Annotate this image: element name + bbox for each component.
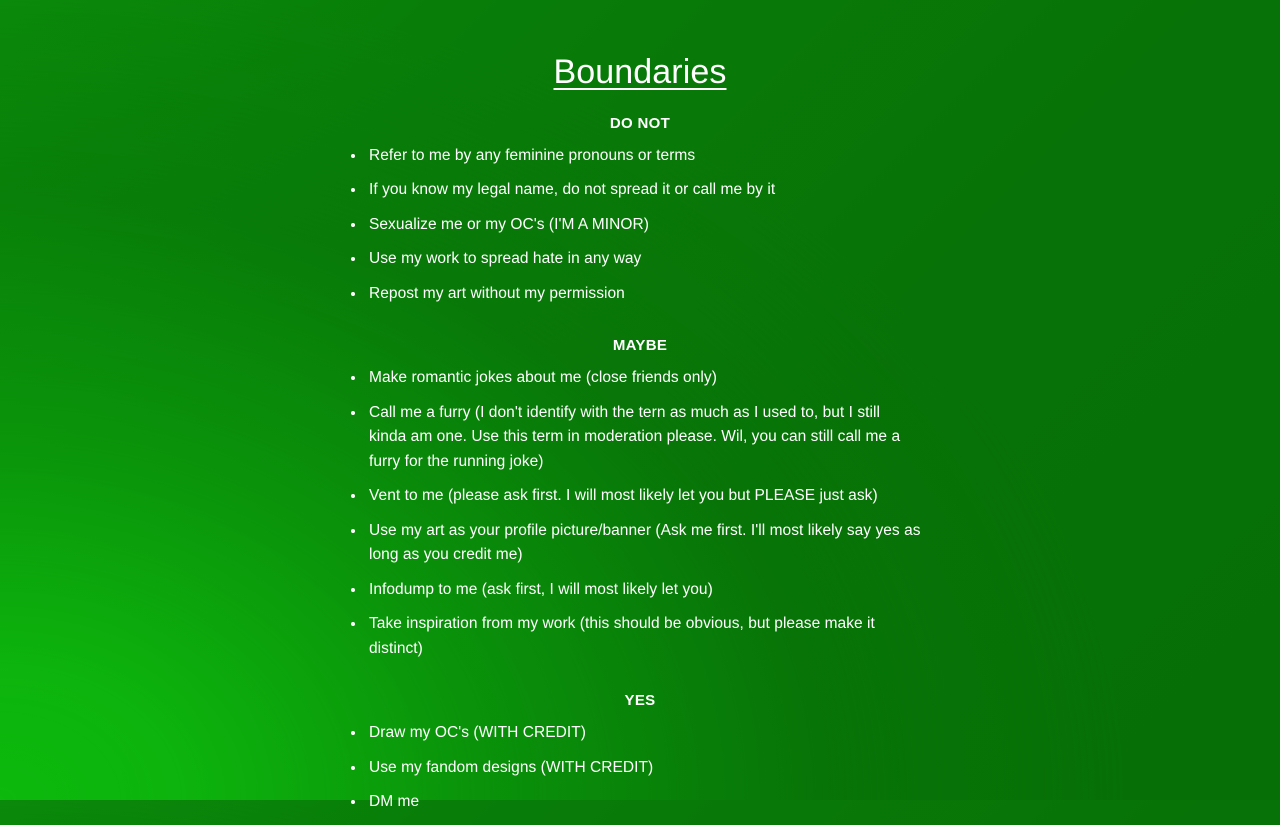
bullet-dot-icon (351, 411, 355, 415)
list-item-text: Infodump to me (ask first, I will most likely let you) (369, 580, 713, 598)
bullet-dot-icon (351, 766, 355, 770)
bullet-dot-icon (351, 731, 355, 735)
section-do-not (0, 93, 1280, 307)
list-item-text: Use my fandom designs (WITH CREDIT) (369, 758, 654, 776)
list-item (351, 144, 921, 169)
list-item (351, 484, 921, 509)
section-maybe (0, 316, 1280, 661)
list-item-text: Draw my OC's (WITH CREDIT) (369, 724, 586, 742)
list-item-text: Use my art as your profile picture/banner (Ask me first. I'll most likely say yes as long as you credit me) (369, 521, 921, 564)
list-item (351, 519, 921, 568)
list-item-text: Sexualize me or my OC's (I'M A MINOR) (369, 215, 649, 233)
list-item-text: Use my work to spread hate in any way (369, 250, 642, 268)
list-item (351, 178, 921, 203)
list-item-text: Call me a furry (I don't identify with the tern as much as I used to, but I still kinda am one. Use this term in moderation please. Wil, you can still call me a furry for the running joke) (369, 403, 901, 470)
section-heading-do-not: DO NOT (609, 114, 671, 132)
list-item-text: Make romantic jokes about me (close friends only) (369, 369, 717, 387)
bullet-dot-icon (351, 292, 355, 296)
bullet-dot-icon (351, 800, 355, 804)
section-yes (0, 671, 1280, 815)
page-title (0, 0, 1280, 93)
list-item (351, 612, 921, 661)
list-maybe (351, 366, 921, 661)
section-heading-yes: YES (624, 692, 656, 710)
list-item (351, 247, 921, 272)
list-item (351, 790, 921, 815)
list-item (351, 282, 921, 307)
list-item-text: Take inspiration from my work (this should be obvious, but please make it distinct) (369, 615, 875, 657)
list-item (351, 578, 921, 603)
bullet-dot-icon (351, 529, 355, 533)
list-item (351, 366, 921, 391)
bullet-dot-icon (351, 223, 355, 227)
list-item (351, 401, 921, 475)
bullet-dot-icon (351, 257, 355, 261)
bullet-dot-icon (351, 188, 355, 192)
list-item-text: Repost my art without my permission (369, 284, 625, 302)
list-item-text: Refer to me by any feminine pronouns or terms (369, 146, 696, 164)
list-item (351, 213, 921, 238)
list-item (351, 756, 921, 781)
bullet-dot-icon (351, 494, 355, 498)
bullet-dot-icon (351, 154, 355, 158)
list-item (351, 721, 921, 746)
list-item-text: If you know my legal name, do not spread it or call me by it (369, 181, 776, 199)
section-heading-maybe: MAYBE (612, 337, 668, 355)
list-yes (351, 721, 921, 815)
bullet-dot-icon (351, 376, 355, 380)
list-item-text: DM me (369, 793, 420, 811)
list-item-text: Vent to me (please ask first. I will most likely let you but PLEASE just ask) (369, 487, 878, 505)
list-do-not (351, 144, 921, 307)
bullet-dot-icon (351, 588, 355, 592)
page-title-text: Boundaries (553, 53, 727, 91)
bullet-dot-icon (351, 622, 355, 626)
